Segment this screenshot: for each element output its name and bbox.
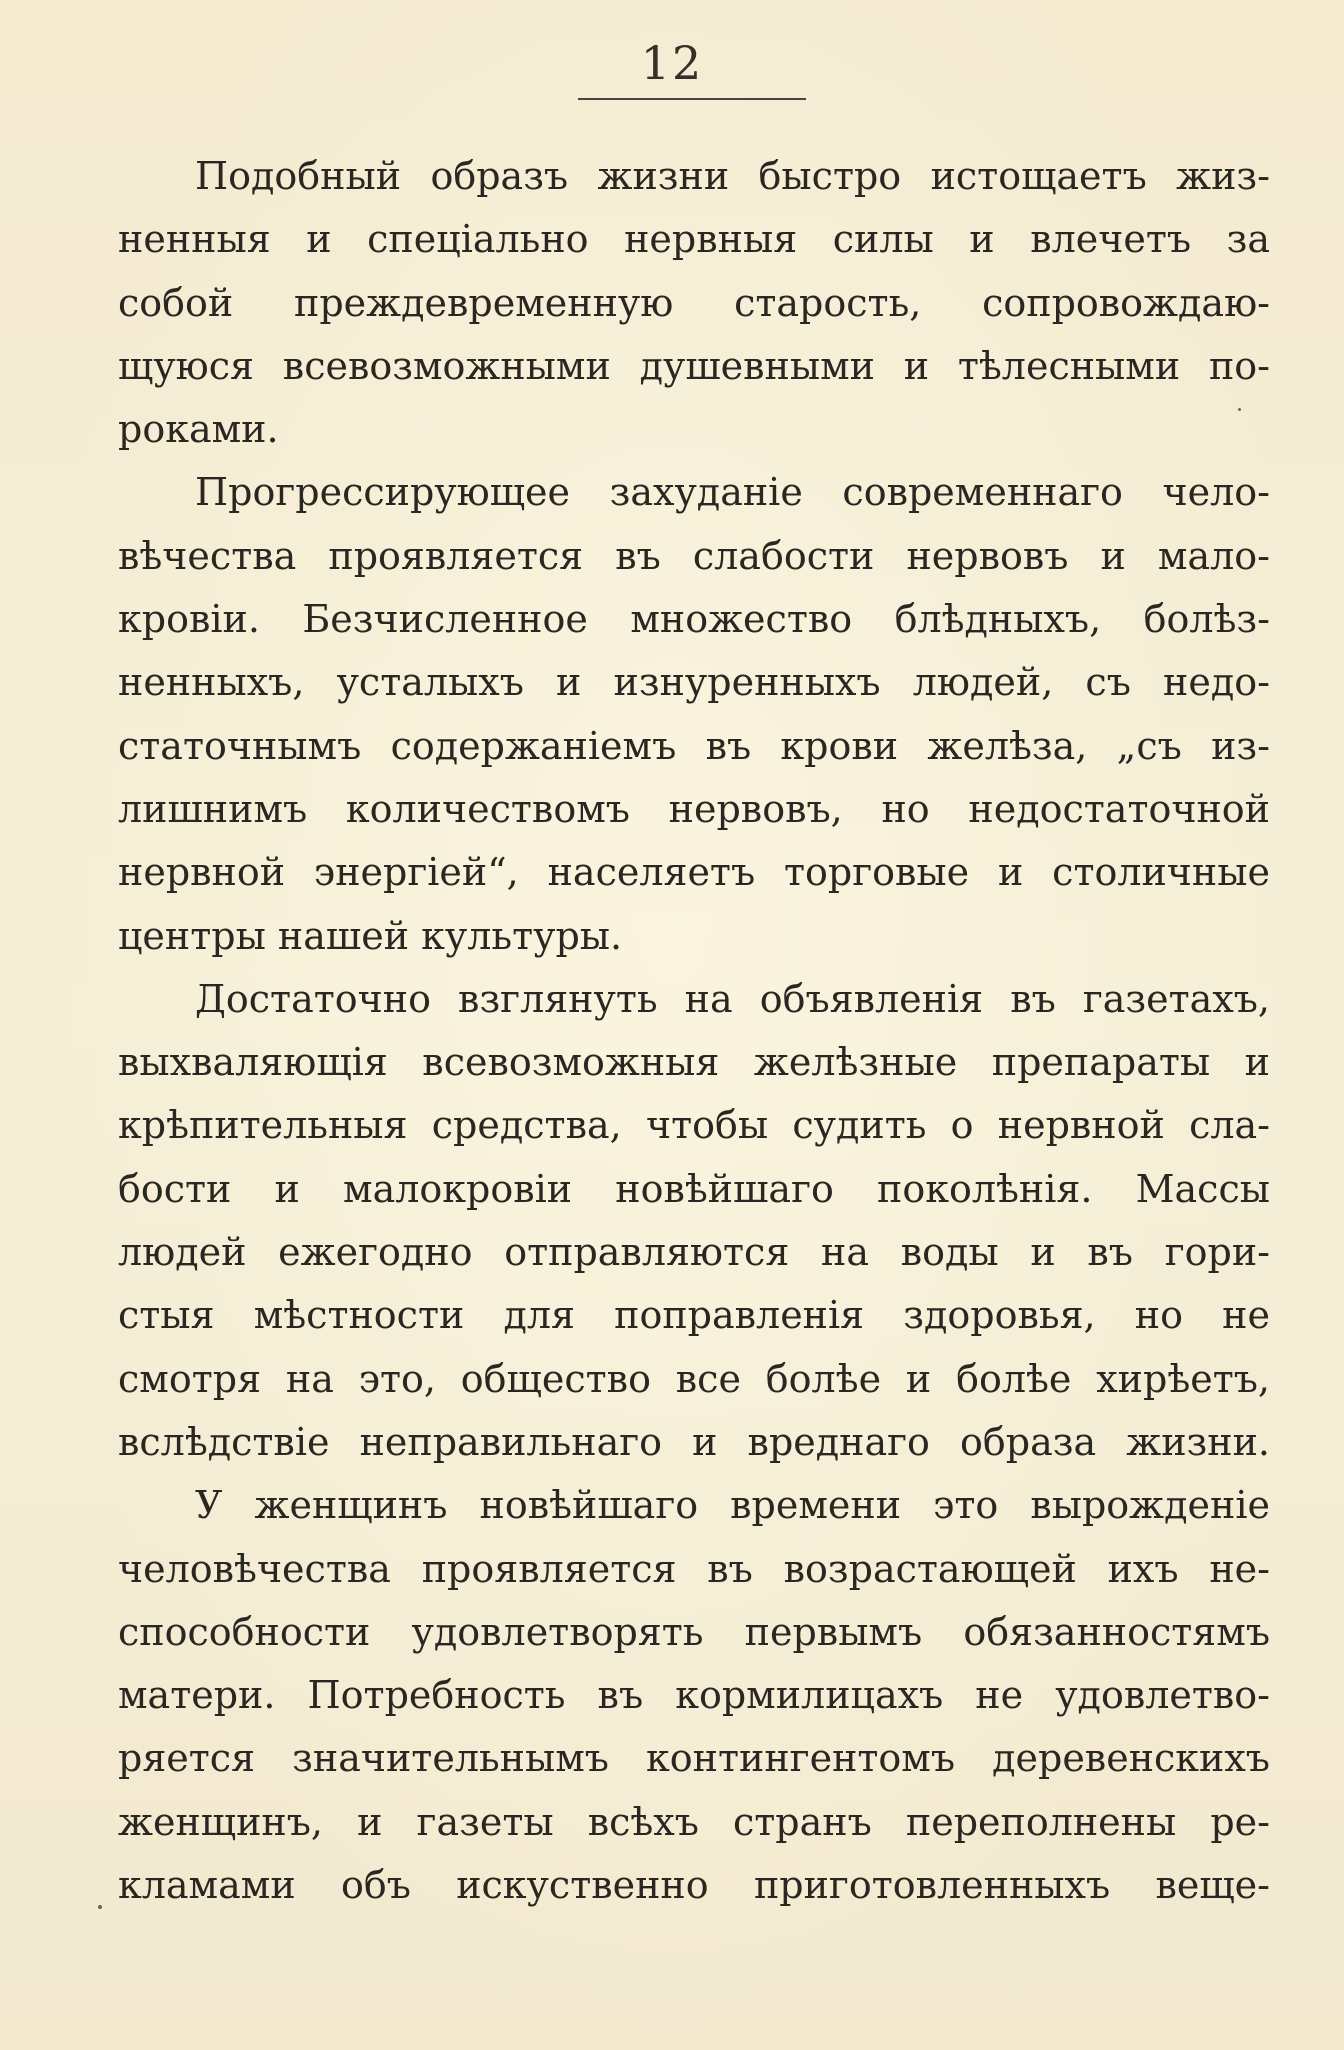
text-line: матери. Потребность въ кормилицахъ не удовлетво- (118, 1673, 1270, 1718)
text-line: кровіи. Безчисленное множество блѣдныхъ, болѣз- (118, 597, 1270, 642)
text-line: центры нашей культуры. (118, 913, 623, 958)
text-line: ряется значительнымъ контингентомъ деревенскихъ (118, 1736, 1270, 1781)
header-rule (578, 98, 806, 100)
text-line: нервной энергіей“, населяетъ торговые и столичные (118, 850, 1270, 895)
body-text (118, 145, 1270, 1917)
text-line: собой преждевременную старость, сопровождаю- (118, 280, 1270, 325)
text-line: выхваляющія всевозможныя желѣзные препараты и (118, 1040, 1270, 1085)
text-line: способности удовлетворять первымъ обязанностямъ (118, 1609, 1270, 1654)
text-line: ненныя и спеціально нервныя силы и влечетъ за (118, 217, 1270, 262)
text-line: Подобный образъ жизни быстро истощаетъ жиз- (195, 154, 1270, 198)
text-line: лишнимъ количествомъ нервовъ, но недостаточной (118, 786, 1270, 831)
text-line: Достаточно взглянуть на объявленія въ газетахъ, (195, 976, 1270, 1021)
text-line: ненныхъ, усталыхъ и изнуренныхъ людей, съ недо- (118, 660, 1270, 705)
text-line: смотря на это, общество все болѣе и болѣе хирѣетъ, (118, 1356, 1270, 1401)
text-line: кламами объ искуственно приготовленныхъ веще- (118, 1863, 1270, 1908)
text-line: людей ежегодно отправляются на воды и въ гори- (118, 1230, 1270, 1275)
text-line: вслѣдствіе неправильнаго и вреднаго образа жизни. (118, 1419, 1270, 1464)
text-line: статочнымъ содержаніемъ въ крови желѣза, „съ из- (118, 723, 1270, 768)
page-number: 12 (640, 36, 704, 90)
text-line: роками. (118, 407, 279, 452)
text-line: щуюся всевозможными душевными и тѣлесными по- (118, 343, 1270, 388)
ink-speck (98, 1905, 102, 1909)
text-line: У женщинъ новѣйшаго времени это вырожденіе (195, 1483, 1270, 1528)
text-line: стыя мѣстности для поправленія здоровья, но не (118, 1293, 1270, 1338)
text-line: женщинъ, и газеты всѣхъ странъ переполнены ре- (118, 1799, 1270, 1844)
ink-speck (1238, 408, 1241, 411)
text-line: крѣпительныя средства, чтобы судить о нервной сла- (118, 1103, 1270, 1148)
text-line: человѣчества проявляется въ возрастающей ихъ не- (118, 1546, 1270, 1591)
text-line: вѣчества проявляется въ слабости нервовъ и мало- (118, 533, 1270, 578)
text-line: бости и малокровіи новѣйшаго поколѣнія. Массы (118, 1166, 1270, 1211)
text-line: Прогрессирующее захуданіе современнаго чело- (195, 470, 1270, 515)
